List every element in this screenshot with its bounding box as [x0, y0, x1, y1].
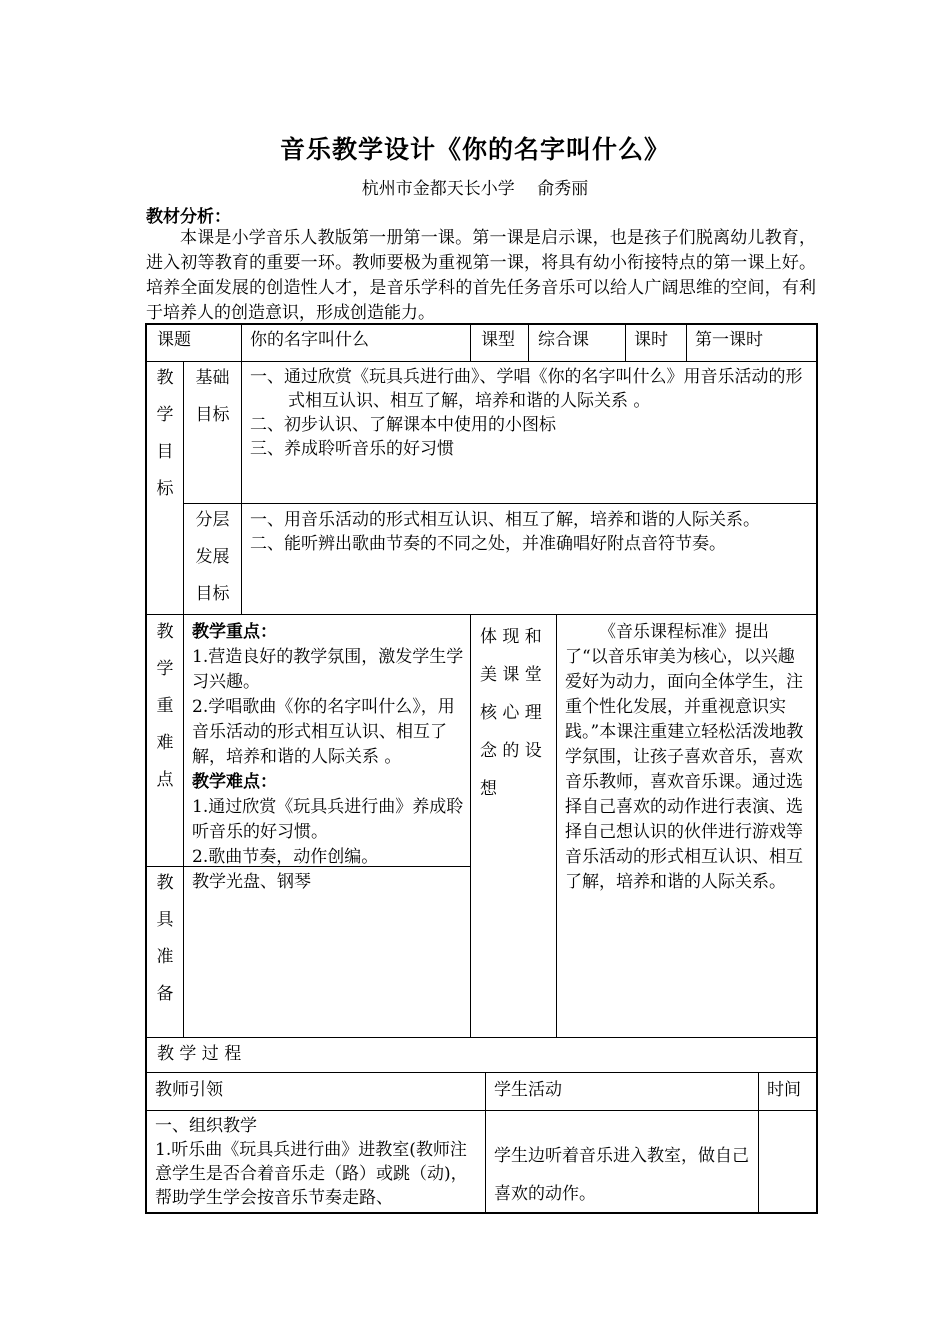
- concept-label: 体 现 和 美 课 堂 核 心 理 念 的 设 想: [480, 627, 542, 799]
- key-points-label: 教 学 重 难 点: [156, 622, 174, 790]
- col-divider: [241, 323, 242, 504]
- table-border-right: [816, 323, 818, 1214]
- row-divider: [145, 614, 818, 615]
- tools-value: 教学光盘、钢琴: [192, 872, 311, 892]
- column-student: 学生活动: [494, 1080, 562, 1100]
- list-item: 2.学唱歌曲《你的名字叫什么》，用音乐活动的形式相互认识、相互了解，培养和谐的人际关系 。: [192, 697, 455, 767]
- row-divider: [145, 1037, 818, 1038]
- layered-goals-list: [250, 508, 812, 556]
- list-item: 一、用音乐活动的形式相互认识、相互了解，培养和谐的人际关系。: [250, 510, 760, 530]
- row-divider: [145, 361, 818, 362]
- analysis-text: 本课是小学音乐人教版第一册第一课。第一课是启示课，也是孩子们脱离幼儿教育，进入初等教育的重要一环。教师要极为重视第一课，将具有幼小衔接特点的第一课上好。培养全面发展的创造性人才，是音乐学科的首先任务音乐可以给人广阔思维的空间，有利于培养人的创造意识，形成创造能力。: [146, 228, 816, 323]
- col-divider: [758, 1072, 759, 1213]
- list-item: 二、初步认识、了解课本中使用的小图标: [250, 415, 556, 435]
- col-divider: [528, 323, 529, 361]
- column-teacher: 教师引领: [155, 1080, 223, 1100]
- type-value: 综合课: [538, 330, 589, 350]
- list-item: 1.营造良好的教学氛围，激发学生学习兴趣。: [192, 647, 464, 692]
- list-item: 1.通过欣赏《玩具兵进行曲》养成聆听音乐的好习惯。: [192, 797, 464, 842]
- key-points-content: [192, 620, 464, 870]
- document-author: 杭州市金都天长小学 俞秀丽: [361, 179, 589, 199]
- column-time: 时间: [767, 1080, 801, 1100]
- basic-goals-label: 基础 目标: [195, 368, 230, 425]
- col-divider: [556, 614, 557, 1037]
- list-item: 2.歌曲节奏，动作创编。: [192, 847, 379, 867]
- period-label: 课时: [634, 330, 668, 350]
- col-divider: [470, 614, 471, 1037]
- col-divider: [686, 323, 687, 361]
- period-value: 第一课时: [695, 330, 763, 350]
- list-item: 三、养成聆听音乐的好习惯: [250, 439, 454, 459]
- analysis-heading: 教材分析：: [146, 207, 231, 227]
- col-divider: [625, 323, 626, 361]
- topic-value: 你的名字叫什么: [250, 330, 369, 350]
- topic-label: 课题: [157, 330, 191, 350]
- concept-text: 《音乐课程标准》提出了“以音乐审美为核心，以兴趣爱好为动力，面向全体学生，注重个性化发展，并重视意识实践。”本课注重建立轻松活泼地教学氛围，让孩子喜欢音乐，喜欢音乐教师，喜欢音乐课。通过选择自己喜欢的动作进行表演、选择自己想认识的伙伴进行游戏等音乐活动的形式相互认识、相互了解，培养和谐的人际关系。: [565, 622, 804, 892]
- row-divider: [145, 1072, 818, 1073]
- type-label: 课型: [481, 330, 515, 350]
- table-border-top: [145, 323, 818, 325]
- col-divider: [241, 503, 242, 614]
- document-title: 音乐教学设计《你的名字叫什么》: [279, 135, 670, 164]
- teacher-activity: 一、组织教学 1.听乐曲《玩具兵进行曲》进教室(教师注意学生是否合着音乐走（路）或跳（动)，帮助学生学会按音乐节奏走路、: [155, 1116, 468, 1208]
- row-divider: [145, 1110, 818, 1111]
- goals-label: 教 学 目 标: [156, 368, 174, 499]
- col-divider: [485, 1072, 486, 1213]
- col-divider: [470, 323, 471, 361]
- focus-heading: 教学重点：: [192, 622, 277, 642]
- list-item: 一、通过欣赏《玩具兵进行曲》、学唱《你的名字叫什么》用音乐活动的形式相互认识、相互了解，培养和谐的人际关系 。: [250, 367, 803, 411]
- student-activity: 学生边听着音乐进入教室，做自己喜欢的动作。: [494, 1146, 749, 1204]
- col-divider: [183, 361, 184, 1037]
- tools-label: 教 具 准 备: [156, 873, 174, 1004]
- process-heading: 教 学 过 程: [157, 1044, 242, 1064]
- layered-goals-label: 分层 发展 目标: [195, 510, 230, 604]
- list-item: 二、能听辨出歌曲节奏的不同之处，并准确唱好附点音符节奏。: [250, 534, 726, 554]
- row-divider: [183, 503, 818, 504]
- difficulty-heading: 教学难点：: [192, 772, 277, 792]
- basic-goals-list: [250, 365, 812, 461]
